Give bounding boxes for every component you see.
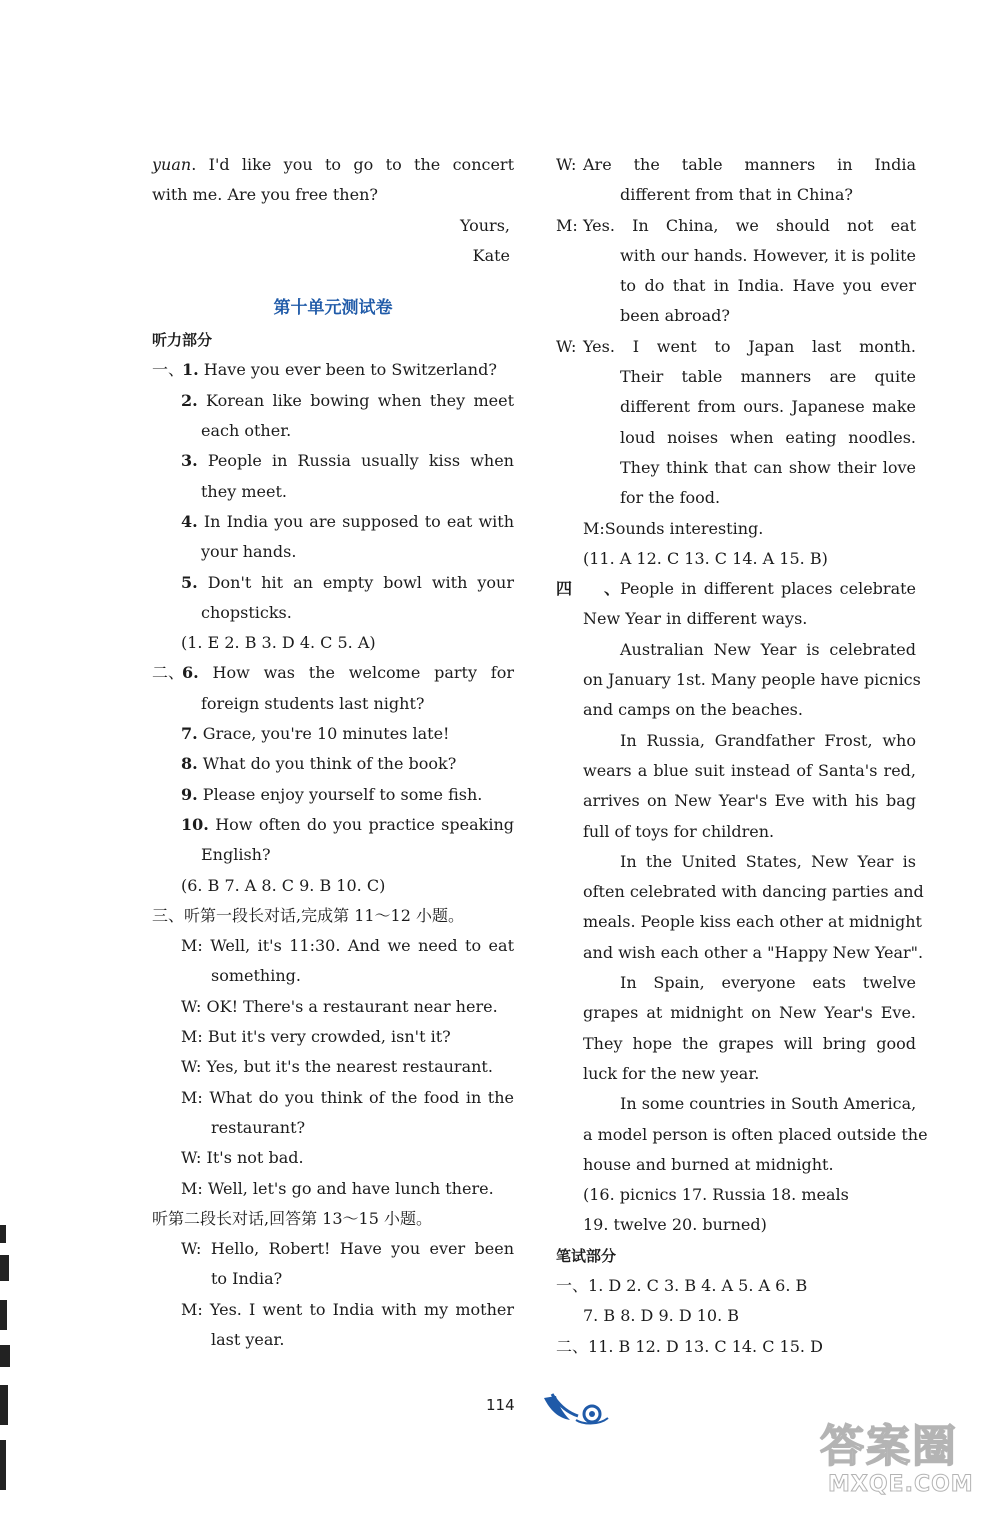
- dialogue-line-cont: loud noises when eating noodles.: [620, 427, 916, 447]
- written-answers-2: 二、11. B 12. D 13. C 14. C 15. D: [556, 1336, 823, 1356]
- question-2: 2. Korean like bowing when they meet: [181, 390, 515, 410]
- question-4: 4. In India you are supposed to eat with: [181, 511, 515, 531]
- question-10: 10. How often do you practice speaking: [181, 814, 514, 834]
- dialogue-line: M: Well, let's go and have lunch there.: [181, 1178, 494, 1198]
- unit-title: 第十单元测试卷: [273, 298, 393, 319]
- dialogue-line: W: Yes, but it's the nearest restaurant.: [181, 1057, 493, 1077]
- question-3: 3. People in Russia usually kiss when: [181, 451, 514, 471]
- dialogue-line: W: OK! There's a restaurant near here.: [181, 996, 498, 1016]
- dialogue-line: M: What do you think of the food in the: [181, 1087, 515, 1107]
- dialogue-line-cont: different from that in China?: [620, 185, 853, 205]
- passage-line: often celebrated with dancing parties and: [583, 882, 924, 902]
- dialogue-line-cont: They think that can show their love: [620, 457, 916, 477]
- passage-line: and wish each other a "Happy New Year".: [583, 942, 924, 962]
- passage-line: grapes at midnight on New Year's Eve.: [583, 1003, 916, 1023]
- passage-line: luck for the new year.: [583, 1063, 760, 1083]
- passage-line: house and burned at midnight.: [583, 1154, 834, 1174]
- question-8: 8. What do you think of the book?: [181, 754, 457, 774]
- passage-line: 四、People in different places celebrate: [556, 579, 916, 599]
- question-3-cont: they meet.: [201, 481, 287, 501]
- written-answers-1-cont: 7. B 8. D 9. D 10. B: [583, 1306, 740, 1326]
- dialogue-line-cont: Their table manners are quite: [620, 367, 916, 387]
- dialogue-line-cont: with our hands. However, it is polite: [620, 245, 916, 265]
- dialogue-line-cont: different from ours. Japanese make: [620, 397, 916, 417]
- passage-line: Australian New Year is celebrated: [620, 639, 916, 659]
- dialogue-line-cont: been abroad?: [620, 306, 730, 326]
- answers-19-20: 19. twelve 20. burned): [583, 1215, 767, 1235]
- watermark-text: 答案圈: [820, 1421, 958, 1472]
- passage-line: In Spain, everyone eats twelve: [620, 973, 916, 993]
- dialogue-line: M:Sounds interesting.: [583, 518, 764, 538]
- question-4-cont: your hands.: [201, 542, 297, 562]
- answers-16-18: (16. picnics 17. Russia 18. meals: [583, 1185, 849, 1205]
- dialogue-2-instruction: 听第二段长对话,回答第 13～15 小题。: [152, 1208, 432, 1228]
- answers-11-15: (11. A 12. C 13. C 14. A 15. B): [583, 548, 828, 568]
- dialogue-line: M: Yes. I went to India with my mother: [181, 1299, 514, 1319]
- question-7: 7. Grace, you're 10 minutes late!: [181, 724, 450, 744]
- dialogue-line-cont: something.: [211, 966, 301, 986]
- question-9: 9. Please enjoy yourself to some fish.: [181, 784, 483, 804]
- text-line: with me. Are you free then?: [152, 185, 378, 205]
- question-2-cont: each other.: [201, 421, 292, 441]
- dialogue-line-cont: for the food.: [620, 488, 721, 508]
- dialogue-line: W: Hello, Robert! Have you ever been: [181, 1239, 514, 1259]
- text-line: yuan. I'd like you to go to the concert: [152, 155, 514, 174]
- passage-line: arrives on New Year's Eve with his bag: [583, 791, 916, 811]
- passage-line: a model person is often placed outside the: [583, 1124, 928, 1144]
- dialogue-line: M: Yes. In China, we should not eat: [556, 215, 916, 235]
- passage-line: In Russia, Grandfather Frost, who: [620, 730, 916, 750]
- question-6: 二、6. How was the welcome party for: [152, 663, 514, 683]
- listening-heading: 听力部分: [152, 331, 213, 350]
- left-column: [152, 150, 514, 1355]
- passage-line: They hope the grapes will bring good: [583, 1033, 916, 1053]
- passage-line: meals. People kiss each other at midnight: [583, 912, 922, 932]
- dialogue-line-cont: to do that in India. Have you ever: [620, 276, 916, 296]
- right-column: [556, 150, 928, 1362]
- dialogue-line: W: Yes. I went to Japan last month.: [556, 336, 916, 356]
- letter-signoff: Yours,: [459, 215, 510, 235]
- passage-line: New Year in different ways.: [583, 609, 808, 629]
- passage-line: In the United States, New Year is: [620, 851, 916, 871]
- passage-line: and camps on the beaches.: [583, 700, 803, 720]
- passage-line: full of toys for children.: [583, 821, 775, 841]
- passage-line: wears a blue suit instead of Santa's red,: [583, 760, 916, 780]
- question-10-cont: English?: [201, 845, 271, 865]
- page-number: 114: [486, 1396, 515, 1414]
- passage-line: In some countries in South America,: [620, 1094, 917, 1114]
- dialogue-line: M: But it's very crowded, isn't it?: [181, 1027, 451, 1047]
- question-6-cont: foreign students last night?: [201, 693, 425, 713]
- question-5: 5. Don't hit an empty bowl with your: [181, 572, 515, 592]
- written-answers-1: 一、1. D 2. C 3. B 4. A 5. A 6. B: [556, 1275, 808, 1295]
- dialogue-line: M: Well, it's 11:30. And we need to eat: [181, 936, 514, 956]
- passage-line: on January 1st. Many people have picnics: [583, 670, 921, 690]
- dialogue-line-cont: to India?: [211, 1269, 283, 1289]
- answers-6-10: (6. B 7. A 8. C 9. B 10. C): [181, 875, 386, 895]
- watermark-url: MXQE.COM: [828, 1472, 974, 1497]
- answers-1-5: (1. E 2. B 3. D 4. C 5. A): [181, 633, 376, 653]
- written-heading: 笔试部分: [556, 1246, 617, 1265]
- dialogue-line-cont: last year.: [211, 1329, 285, 1349]
- dialogue-line-cont: restaurant?: [211, 1117, 306, 1137]
- question-1: 一、1. Have you ever been to Switzerland?: [152, 360, 497, 380]
- swirl-ornament-icon: [540, 1390, 616, 1432]
- scan-edge-marks: [0, 1205, 14, 1505]
- dialogue-1-instruction: 三、听第一段长对话,完成第 11～12 小题。: [152, 905, 464, 925]
- question-5-cont: chopsticks.: [201, 602, 292, 622]
- watermark-logo: [820, 1410, 995, 1508]
- letter-signature: Kate: [472, 245, 510, 265]
- dialogue-line: W: It's not bad.: [181, 1148, 304, 1168]
- dialogue-line: W: Are the table manners in India: [556, 155, 916, 174]
